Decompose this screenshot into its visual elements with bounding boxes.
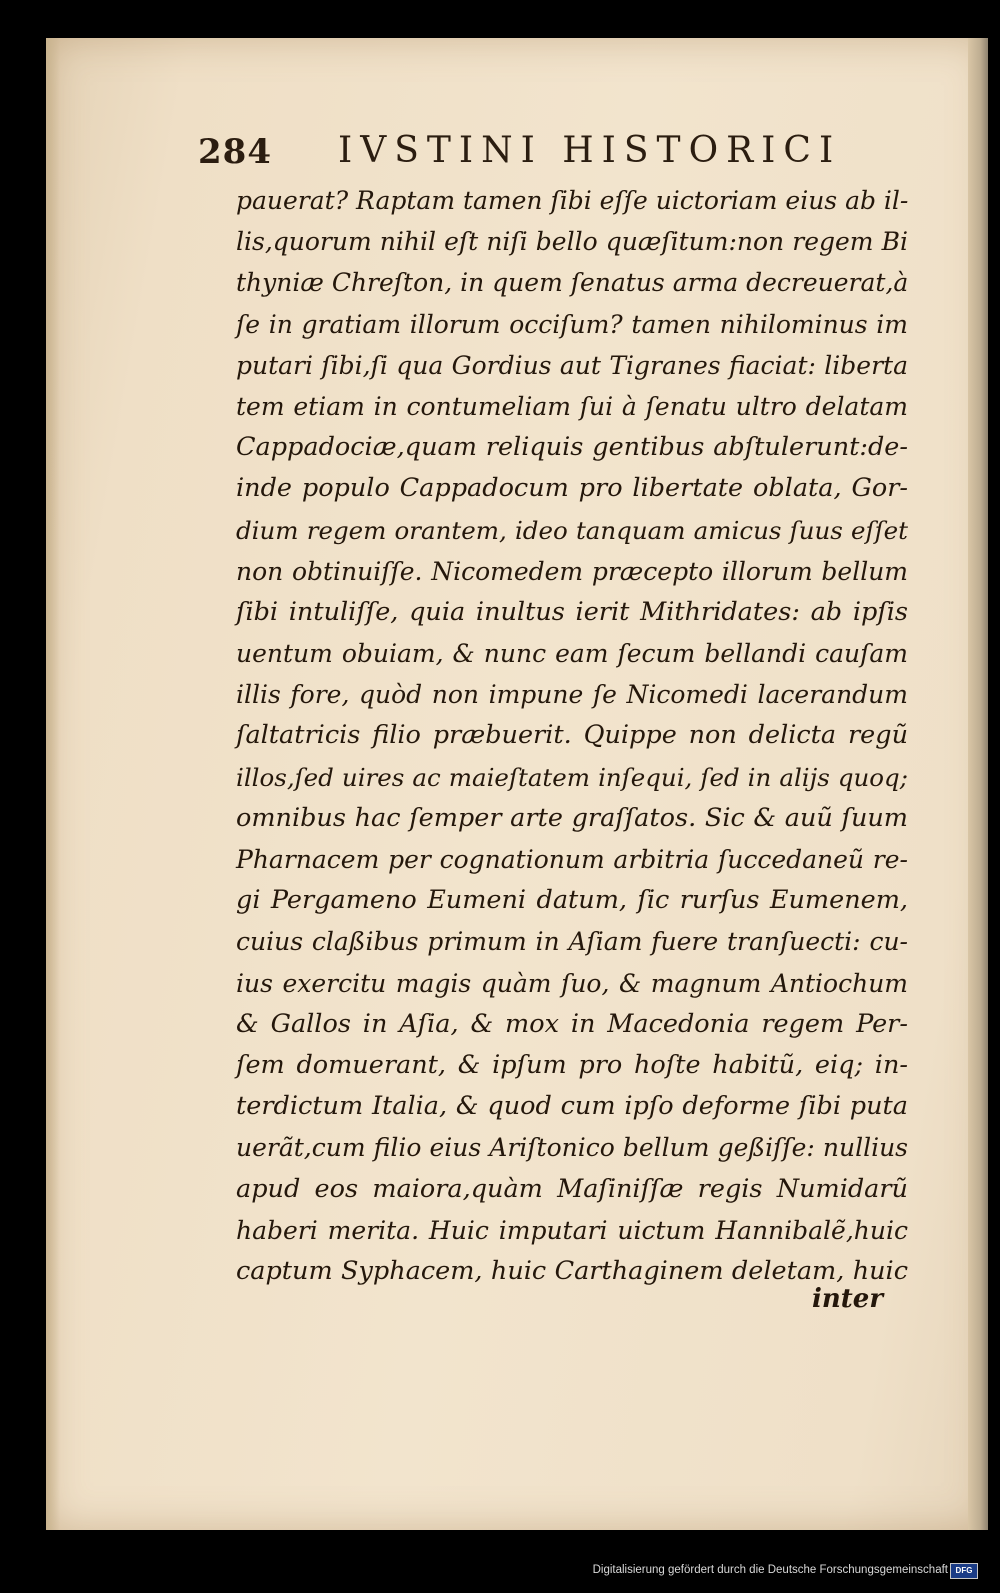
text-line: terdictum Italia, & quod cum ipſo deforme ſibi puta: [236, 1091, 908, 1122]
body-text: [236, 180, 908, 1292]
text-line: putari ſibi,ſi qua Gordius aut Tigranes fiaciat: liberta: [236, 350, 908, 380]
text-line: uentum obuiam, & nunc eam ſecum bellandi cauſam: [236, 639, 908, 669]
text-line: non obtinuiſſe. Nicomedem præcepto illorum bellum: [236, 556, 908, 586]
text-line: lis,quorum nihil eſt niſi bello quæſitum:non regem Bi: [236, 227, 908, 257]
page-number: 284: [198, 132, 272, 172]
text-line: illos,ſed uires ac maieſtatem inſequi, ſed in alijs quoq;: [236, 762, 908, 792]
text-line: thyniæ Chreſton, in quem ſenatus arma decreuerat,à: [236, 268, 909, 298]
text-line: dium regem orantem, ideo tanquam amicus ſuus eſſet: [236, 515, 908, 545]
text-line: ſibi intuliſſe, quia inultus ierit Mithridates: ab ipſis: [236, 596, 908, 627]
running-title: IVSTINI HISTORICI: [338, 130, 842, 171]
text-line: Cappadociæ,quam reliquis gentibus abſtulerunt:de-: [236, 432, 908, 463]
text-line: illis fore, quòd non impune ſe Nicomedi lacerandum: [236, 680, 908, 710]
text-line: captum Syphacem, huic Carthaginem deletam, huic: [236, 1255, 908, 1286]
text-line: ſem domuerant, & ipſum pro hoſte habitũ, eiq; in-: [236, 1049, 908, 1080]
digitization-credit: Digitalisierung gefördert durch die Deutsche Forschungsgemeinschaft: [592, 1564, 948, 1576]
text-line: apud eos maiora,quàm Maſiniſſæ regis Numidarũ: [236, 1173, 908, 1204]
text-line: Pharnacem per cognationum arbitria ſuccedaneũ re-: [236, 845, 908, 874]
page-header: [198, 130, 842, 176]
page-edge: [968, 38, 988, 1530]
text-line: gi Pergameno Eumeni datum, ſic rurſus Eumenem,: [236, 885, 908, 916]
text-line: haberi merita. Huic imputari uictum Hannibalẽ,huic: [236, 1215, 908, 1245]
text-line: inde populo Cappadocum pro libertate oblata, Gor-: [236, 473, 908, 504]
text-line: & Gallos in Aſia, & mox in Macedonia regem Per-: [236, 1008, 908, 1039]
footer-bar: [0, 1556, 1000, 1593]
text-line: omnibus hac ſemper arte graſſatos. Sic & auũ ſuum: [236, 802, 908, 833]
catchword: inter: [812, 1284, 884, 1314]
page-gutter-shadow: [46, 38, 60, 1530]
text-line: cuius claßibus primum in Aſiam fuere tranſuecti: cu-: [236, 927, 908, 957]
text-line: ſe in gratiam illorum occiſum? tamen nihilominus im: [236, 309, 908, 339]
text-line: tem etiam in contumeliam ſui à ſenatu ultro delatam: [236, 391, 908, 421]
text-line: pauerat? Raptam tamen ſibi eſſe uictoriam eius ab il-: [236, 186, 909, 215]
text-line: ius exercitu magis quàm ſuo, & magnum Antiochum: [236, 968, 908, 998]
dfg-logo: DFG: [950, 1563, 978, 1579]
text-line: ſaltatricis filio præbuerit. Quippe non delicta regũ: [236, 720, 908, 751]
text-line: uerãt,cum filio eius Ariſtonico bellum geßiſſe: nullius: [236, 1133, 908, 1163]
